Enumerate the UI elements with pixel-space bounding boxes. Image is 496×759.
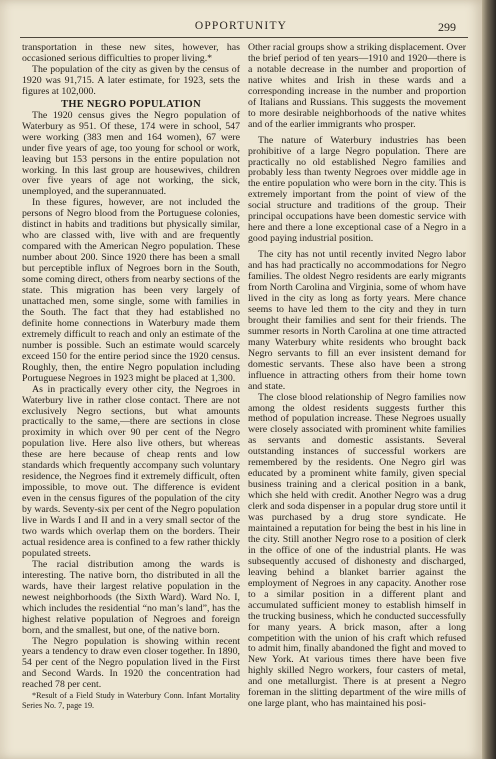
right-column [248, 43, 466, 710]
paragraph: The racial distribution among the wards is interesting. The native born, tho distributed in all the wards, have their largest relative population in the newest neighborhoods (the Sixth Ward). Ward No. I, which includes the residential “no man’s land”, has the highest relative population of Negroes and foreign born, and the smallest, but one, of the native born. [22, 558, 240, 636]
paragraph: The close blood relationship of Negro families now among the oldest residents suggests further this method of population increase. These Negroes usually were closely associated with prominent white families as servants and domestic assistants. Several outstanding instances of successful workers are remembered by the residents. One Negro girl was educated by a prominent white family, given special business training and a clerical position in a bank, which she held with credit. Another Negro was a drug clerk and soda dispenser in a popular drug store until it was purchased by a drug store syndicate. He maintained a reputation for being the best in his line in the city. Still another Negro rose to a position of clerk in the office of one of the industrial plants. He was subsequently accused of dishonesty and discharged, leaving behind a blanket barrier against the employment of Negroes in any capacity. Another rose to a similar position in a different plant and accumulated sufficient money to establish himself in the trucking business, which he conducted successfully for many years. A brick mason, after a long competition with the union of his craft which refused to admit him, finally abandoned the fight and moved to New York. At various times there have been five highly skilled Negro workers, four casters of metal, and one metallurgist. There is at present a Negro foreman in the slitting department of the wire mills of one large plant, who has maintained his posi- [248, 391, 466, 710]
paragraph: The population of the city as given by the census of 1920 was 91,715. A later estimate, for 1923, sets the figures at 102,000. [22, 63, 240, 97]
paragraph: transportation in these new sites, however, has occasioned serious difficulties to proper living.* [22, 42, 240, 64]
paragraph: The 1920 census gives the Negro population of Waterbury as 951. Of these, 174 were in school, 547 were working (383 men and 164 women), 67 were under five years of age, too young for school or work, leaving but 153 persons in the entire population not working. In this last group are housewives, children over five years of age not working, the sick, unemployed, and the superannuated. [22, 109, 240, 198]
paragraph: The Negro population is showing within recent years a tendency to draw even closer together. In 1890, 54 per cent of the Negro population lived in the First and Second Wards. In 1920 the concentration had reached 78 per cent. [22, 635, 240, 691]
page-header [0, 20, 482, 36]
running-title: OPPORTUNITY [194, 20, 288, 32]
footnote: *Result of a Field Study in Waterbury Conn. Infant Mortality Series No. 7, page 19. [22, 691, 240, 710]
paragraph: The city has not until recently invited Negro labor and has had practically no accommodations for Negro families. The oldest Negro residents are early migrants from North Carolina and Virginia, some of whom have lived in the city as long as forty years. Mere chance seems to have led them to the city and they in turn brought their families and sent for their friends. The summer resorts in North Carolina at one time attracted many Waterbury white residents who brought back Negro servants to fill an ever insistent demand for domestic servants. These also have been a strong influence in attracting others from their home town and state. [248, 249, 466, 392]
header-rule [20, 37, 468, 38]
book-spine-shadow [482, 0, 496, 759]
paragraph: As in practically every other city, the Negroes in Waterbury live in rather close contact. There are not exclusively Negro sections, but what amounts practically to the same,—there are sections in close proximity in which over 90 per cent of the Negro population live. Here also live others, but whereas these are here because of cheap rents and low standards which frequently accompany such voluntary residence, the Negroes find it extremely difficult, often impossible, to move out. The difference is evident even in the census figures of the population of the city by wards. Seventy-six per cent of the Negro population live in Wards I and II and in a very small sector of the two wards which overlap them on the borders. Their actual residence area is confined to a few rather thickly populated streets. [22, 383, 240, 559]
paragraph: Other racial groups show a striking displacement. Over the brief period of ten years—1910 and 1920—there is a notable decrease in the number and proportion of native whites and Irish in these wards and a corresponding increase in the number and proportion of Italians and Russians. This suggests the movement to more desirable neighborhoods of the native whites and of the earlier immigrants who prosper. [248, 42, 466, 130]
paragraph: The nature of Waterbury industries has been prohibitive of a large Negro population. There are practically no old established Negro families and probably less than twenty Negroes over middle age in the entire population who were born in the city. This is extremely important from the point of view of the social structure and traditions of the group. Their principal occupations have been domestic service with here and there a lone exceptional case of a Negro in a good paying industrial position. [248, 134, 466, 245]
section-heading: THE NEGRO POPULATION [61, 98, 201, 110]
paragraph: In these figures, however, are not included the persons of Negro blood from the Portuguese colonies, distinct in habits and traditions but physically similar, who are classed with, live with and are frequently compared with the American Negro population. These number about 200. Since 1920 there has been a small but perceptible influx of Negroes born in the South, some coming direct, others from nearby sections of the state. This migration has been very largely of unattached men, some single, some with families in the South. The fact that they had established no definite home connections in Waterbury made them extremely difficult to reach and only an estimate of the number is possible. Such an estimate would scarcely exceed 150 for the entire period since the 1920 census. Roughly, then, the entire Negro population including Portuguese Negroes in 1923 might be placed at 1,300. [22, 197, 240, 384]
left-column [22, 43, 240, 710]
page-number: 299 [438, 20, 456, 34]
